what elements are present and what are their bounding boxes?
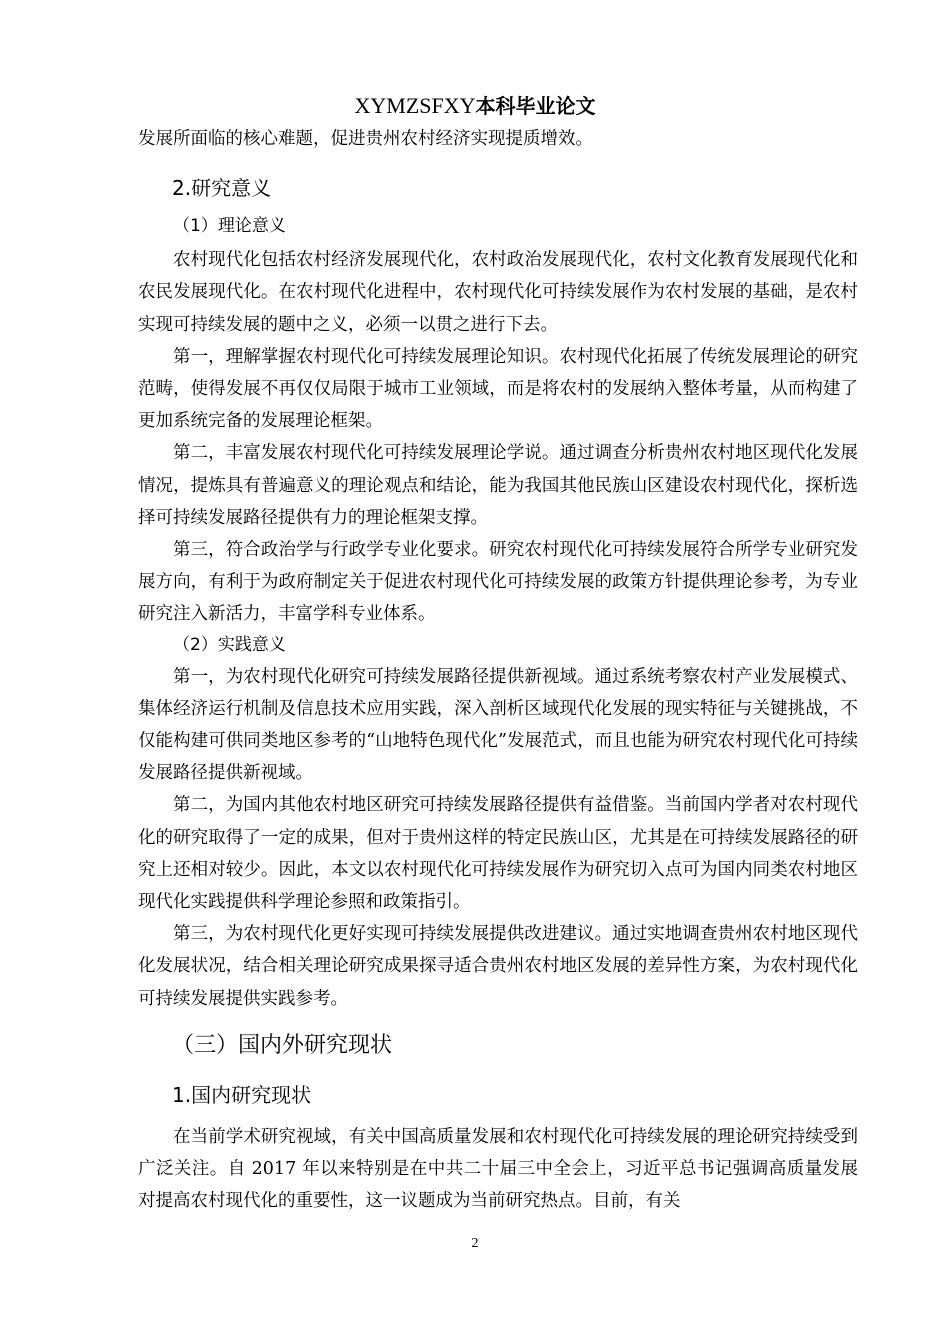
header-thesis-label: 本科毕业论文: [475, 94, 596, 118]
document-body: [138, 123, 858, 1217]
paragraph: 第二，丰富发展农村现代化可持续发展理论学说。通过调查分析贵州农村地区现代化发展情况，提炼具有普遍意义的理论观点和结论，能为我国其他民族山区建设农村现代化，探析选择可持续发展路径提供有力的理论框架支撑。: [138, 443, 858, 528]
document-header: [0, 92, 950, 120]
paragraph: 第一，理解掌握农村现代化可持续发展理论知识。农村现代化拓展了传统发展理论的研究范畴，使得发展不再仅仅局限于城市工业领域，而是将农村的发展纳入整体考量，从而构建了更加系统完备的发展理论框架。: [138, 346, 858, 432]
lead-paragraph: 发展所面临的核心难题，促进贵州农村经济实现提质增效。: [138, 129, 593, 149]
header-institution-code: XYMZSFXY: [354, 93, 476, 118]
heading-research-status: （三）国内外研究现状: [172, 1032, 393, 1058]
paragraph: 第一，为农村现代化研究可持续发展路径提供新视域。通过系统考察农村产业发展模式、集体经济运行机制及信息技术应用实践，深入剖析区域现代化发展的现实特征与关键挑战，不仅能构建可供同类地区参考的“山地特色现代化”发展范式，而且也能为研究农村现代化可持续发展路径提供新视域。: [138, 666, 858, 784]
paragraph: 农村现代化包括农村经济发展现代化，农村政治发展现代化，农村文化教育发展现代化和农民发展现代化。在农村现代化进程中，农村现代化可持续发展作为农村发展的基础，是农村实现可持续发展的题中之义，必须一以贯之进行下去。: [138, 250, 858, 335]
heading-research-significance: 2.研究意义: [172, 176, 272, 201]
heading-practical-significance: （2）实践意义: [173, 634, 286, 655]
paragraph: 第三，符合政治学与行政学专业化要求。研究农村现代化可持续发展符合所学专业研究发展方向，有利于为政府制定关于促进农村现代化可持续发展的政策方针提供理论参考，为专业研究注入新活力，丰富学科专业体系。: [138, 540, 858, 625]
heading-theoretical-significance: （1）理论意义: [173, 216, 286, 237]
paragraph: 第二，为国内其他农村地区研究可持续发展路径提供有益借鉴。当前国内学者对农村现代化的研究取得了一定的成果，但对于贵州这样的特定民族山区，尤其是在可持续发展路径的研究上还相对较少。因此，本文以农村现代化可持续发展作为研究切入点可为国内同类农村地区现代化实践提供科学理论参照和政策指引。: [138, 795, 858, 913]
paragraph: 在当前学术研究视域，有关中国高质量发展和农村现代化可持续发展的理论研究持续受到广泛关注。自 2017 年以来特别是在中共二十届三中全会上，习近平总书记强调高质量发展对提高农村现代化的重要性，这一议题成为当前研究热点。目前，有关: [138, 1126, 858, 1212]
page-number: 2: [471, 1236, 479, 1251]
heading-domestic-research: 1.国内研究现状: [172, 1082, 312, 1107]
paragraph: 第三，为农村现代化更好实现可持续发展提供改进建议。通过实地调查贵州农村地区现代化发展状况，结合相关理论研究成果探寻适合贵州农村地区发展的差异性方案，为农村现代化可持续发展提供实践参考。: [138, 924, 858, 1009]
